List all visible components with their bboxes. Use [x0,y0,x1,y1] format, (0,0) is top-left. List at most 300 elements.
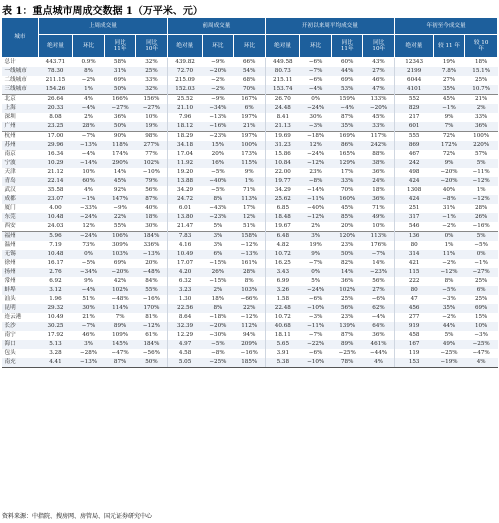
table-cell: 5% [465,159,498,168]
table-cell: −11% [300,195,332,204]
city-name: 福州 [2,232,39,242]
subheader-col-13: 较 10 年 [465,35,498,58]
table-cell: −1% [433,104,465,113]
table-cell: −5% [211,169,225,175]
table-cell: 55% [113,223,127,229]
table-cell: 3.43 [265,268,300,277]
table-cell: 24% [363,177,395,186]
table-cell: 6% [202,250,234,259]
table-cell: 18% [211,296,225,302]
table-cell: 24.72 [168,195,203,204]
table-cell: 16.34 [47,151,64,157]
table-cell: 10.7% [465,85,498,95]
table-cell: 14% [372,260,385,266]
table-cell: 12% [300,141,332,150]
table-cell: 0% [300,95,332,105]
table-cell: 0% [465,250,498,259]
table-cell: 20.33 [38,104,73,113]
table-cell: 3.23 [168,286,203,295]
table-cell: −44% [369,350,388,356]
table-cell: 18.48 [265,213,300,222]
table-cell: −10% [300,304,332,313]
table-cell: 46% [372,77,385,83]
table-cell: 61% [145,332,158,338]
table-cell: −13% [209,114,227,120]
table-cell: 19% [136,122,168,132]
table-cell: −16% [240,350,258,356]
table-cell: 22.14 [38,177,73,186]
table-cell: 32% [136,85,168,95]
table-cell: 10% [82,169,95,175]
table-cell: −6% [308,296,323,302]
table-cell: 18% [372,187,385,193]
table-cell: 5% [311,278,321,284]
table-cell: 38% [363,159,395,168]
table-cell: −16% [202,122,234,132]
table-cell: 28% [474,205,488,211]
table-cell: −56% [142,350,160,356]
table-row [2,268,498,277]
table-cell: −20% [202,67,234,76]
table-cell: 13.80 [168,213,203,222]
table-cell: 220% [465,141,498,150]
table-cell: 85% [331,213,363,222]
table-cell: 40% [145,205,158,211]
table-cell: 290% [104,159,136,168]
table-cell: 21.47 [168,222,203,232]
table-cell: 4.82 [265,241,300,250]
table-cell: −20% [433,177,465,186]
table-cell: 2% [465,104,498,113]
table-cell: −4% [300,85,332,95]
table-cell: −23% [363,268,395,277]
table-cell: 87% [136,195,168,204]
table-cell: 118% [104,141,136,150]
city-name: 总计 [4,59,16,65]
table-cell: 10% [465,322,498,331]
table-cell: 17% [340,169,354,175]
table-cell: 9% [433,159,465,168]
table-cell: −18% [209,314,227,320]
table-cell: 13.88 [168,177,203,186]
table-cell: 3% [202,232,234,242]
table-cell: 4.20 [168,268,203,277]
city-name: 上海 [2,104,39,113]
table-cell: 4101 [395,85,434,95]
table-cell: 20% [211,151,225,157]
table-row [2,132,498,142]
city-name: 深圳 [4,114,16,120]
table-cell: 173% [241,151,258,157]
table-cell: 26.64 [38,95,73,105]
table-cell: 8.64 [168,313,203,322]
table-row [2,340,498,349]
table-cell: 21% [82,314,95,320]
table-cell: 10.72 [265,250,300,259]
table-cell: 12.29 [168,331,203,340]
table-cell: −7% [73,132,105,142]
table-cell: −23% [202,132,234,142]
table-cell: −1% [474,260,488,266]
table-cell: 166% [104,95,136,105]
table-cell: 17.04 [168,150,203,159]
table-cell: 1.58 [265,295,300,304]
subheader-col-5: 环比 [202,35,234,58]
table-cell: 8% [202,195,234,204]
table-cell: −6% [308,77,323,83]
table-cell: 6.85 [265,204,300,213]
table-row [2,195,498,204]
table-cell: 6.32 [168,277,203,286]
city-name: 扬州 [2,268,39,277]
table-cell: 43% [372,59,385,65]
table-cell: 14% [331,268,363,277]
table-cell: 439.82 [168,58,203,68]
table-cell: 80.73 [265,67,300,76]
table-cell: 45% [433,95,465,105]
table-cell: 336% [143,242,160,248]
table-cell: 317 [395,213,434,222]
table-cell: 17.92 [47,332,64,338]
table-cell: −7% [73,322,105,331]
table-cell: 4.97 [168,340,203,349]
table-cell: 87% [104,358,136,368]
table-cell: 36% [363,195,395,204]
table-cell: 35.58 [47,187,64,193]
table-cell: −3% [442,296,456,302]
table-cell: 44% [433,322,465,331]
table-cell: 160% [331,195,363,204]
table-row [2,322,498,331]
table-cell: 0% [73,250,105,259]
table-cell: 18% [136,213,168,222]
table-cell: −25% [202,358,234,368]
table-cell: 23.25 [38,122,73,132]
table-cell: −12% [300,213,332,222]
table-cell: 114% [104,304,136,313]
table-cell: 461% [363,340,395,349]
table-cell: −15% [209,278,227,284]
table-cell: 18% [474,59,488,65]
table-cell: −22% [300,340,332,349]
city-name: 三线城市 [2,85,39,95]
table-cell: −34% [73,268,105,277]
table-cell: −12% [465,177,498,186]
table-cell: 1.96 [49,296,62,302]
table-cell: 78% [331,358,363,368]
table-cell: 277% [136,141,168,150]
table-cell: 56% [145,187,158,193]
table-row [2,358,498,368]
table-cell: 18.11 [265,331,300,340]
table-cell: 72.70 [168,67,203,76]
city-name: 东莞 [2,213,39,222]
table-cell: 7.83 [168,232,203,242]
table-row [2,222,498,232]
table-cell: −13% [73,358,105,368]
city-name: 北京 [2,95,39,105]
table-cell: 4.58 [168,349,203,358]
table-cell: 16.17 [47,260,64,266]
table-cell: 153 [395,358,434,368]
table-cell: 30% [309,114,322,120]
table-cell: −23% [202,213,234,222]
table-row [2,67,498,76]
table-cell: −20% [202,322,234,331]
table-cell: 71% [372,205,385,211]
table-cell: 2% [202,286,234,295]
header-prev-week: 前周成交量 [168,18,266,35]
city-name: 西安 [4,223,16,229]
table-cell: 103% [104,250,136,259]
table-cell: −7% [308,260,323,266]
table-cell: 113% [363,232,395,242]
table-cell: −15% [209,260,227,266]
city-name: 海口 [2,340,39,349]
table-cell: −25% [440,350,458,356]
table-cell: 89% [331,340,363,349]
table-row [2,213,498,222]
table-cell: −6% [371,296,386,302]
table-cell: 15% [474,314,488,320]
table-cell: 90% [104,132,136,142]
table-cell: 89% [104,322,136,331]
city-name: 苏州 [2,141,39,150]
header-weekly-average: 开初以来周平均成交量 [265,18,394,35]
table-cell: 2% [84,114,93,120]
table-cell: 0% [433,232,465,242]
table-cell: −5% [202,340,234,349]
table-cell: 23% [309,169,322,175]
table-row [2,141,498,150]
table-cell: −7% [363,250,395,259]
table-cell: 161% [241,260,258,266]
table-cell: −5% [474,242,488,248]
table-cell: 22.56 [168,304,203,313]
table-cell: −8% [433,195,465,204]
table-cell: −5% [433,286,465,295]
table-cell: 80 [395,286,434,295]
table-cell: 60% [340,59,354,65]
table-cell: 4% [84,187,93,193]
table-cell: 1% [476,187,486,193]
table-cell: 31% [442,205,456,211]
table-cell: 80 [395,241,434,250]
table-row [2,150,498,159]
table-cell: 35% [433,304,465,313]
table-cell: 8.41 [265,113,300,122]
table-cell: 222 [395,277,434,286]
city-name: 温州 [4,242,16,248]
table-cell: 19.67 [265,222,300,232]
table-cell: 3.91 [265,349,300,358]
table-row [2,277,498,286]
table-cell: 40% [442,187,456,193]
table-cell: 21.13 [265,122,300,132]
table-cell: −12% [136,322,168,331]
table-cell: 47 [395,295,434,304]
table-cell: −3% [308,314,323,320]
table-cell: 829 [395,104,434,113]
table-row [2,177,498,186]
table-cell: 6.99 [265,277,300,286]
table-cell: −14% [73,159,105,168]
table-cell: −7% [300,67,332,76]
table-cell: 242% [363,141,395,150]
table-cell: −25% [338,350,356,356]
table-cell: 54% [234,67,266,76]
table-cell: −25% [465,340,498,349]
subheader-col-10: 同比 10年 [363,35,395,58]
table-cell: 8% [244,278,254,284]
table-row [2,331,498,340]
subheader-col-4: 绝对量 [168,35,203,58]
table-cell: 9% [84,278,93,284]
table-cell: 49% [363,213,395,222]
table-cell: 70% [340,187,354,193]
city-name: 徐州 [4,260,16,266]
table-cell: 11.92 [168,159,203,168]
table-cell: 17.00 [38,132,73,142]
table-cell: 169% [331,132,363,142]
table-cell: 36% [340,278,354,284]
table-cell: −16% [142,296,160,302]
table-cell: 46% [82,332,95,338]
table-cell: 25.52 [168,95,203,105]
table-cell: −13% [136,250,168,259]
table-cell: 30% [73,304,105,313]
table-cell: 33% [331,177,363,186]
table-cell: 29.32 [38,304,73,313]
table-cell: 0.9% [81,59,96,65]
table-cell: 4% [363,358,395,368]
subheader-col-9: 同比 11年 [331,35,363,58]
table-cell: −9% [113,205,127,211]
table-cell: 10.84 [265,159,300,168]
table-row [2,313,498,322]
table-row [2,58,498,68]
table-cell: 217 [395,113,434,122]
table-cell: 19.69 [265,132,300,142]
city-transaction-table [1,17,498,368]
table-cell: −20% [440,169,458,175]
table-cell: 16.25 [265,259,300,268]
subheader-col-2: 同比 11年 [104,35,136,58]
table-cell: −12% [465,195,498,204]
table-cell: 51% [82,296,95,302]
table-cell: −1% [433,213,465,222]
table-cell: 50% [331,250,363,259]
table-cell: 555 [395,132,434,142]
table-cell: 25.62 [265,195,300,204]
city-name: 天津 [4,169,16,175]
table-cell: 115% [234,159,266,168]
table-cell: −8% [300,177,332,186]
table-row [2,104,498,113]
table-cell: 10.48 [38,213,73,222]
table-cell: 25% [136,67,168,76]
table-cell: 86% [331,141,363,150]
table-cell: 92% [113,187,127,193]
table-cell: 3.26 [265,286,300,295]
table-cell: 174% [112,151,129,157]
table-cell: 66% [242,59,256,65]
table-cell: 32% [145,59,158,65]
table-cell: 145% [104,340,136,349]
table-row [2,295,498,304]
table-row [2,85,498,95]
table-cell: 84% [145,278,158,284]
table-cell: 3% [73,340,105,349]
table-cell: 10% [372,223,385,229]
table-row [2,232,498,242]
table-cell: 31.23 [265,141,300,150]
table-cell: 27% [363,286,395,295]
table-cell: −5% [81,260,96,266]
table-cell: −4% [371,314,386,320]
header-last-week: 上周成交量 [38,18,167,35]
table-cell: 60% [73,177,105,186]
table-row [2,186,498,195]
table-cell: 15.1% [465,67,498,76]
subheader-col-3: 同比 10年 [136,35,168,58]
table-cell: 100% [465,132,498,142]
table-cell: −43% [209,205,227,211]
table-cell: 27% [442,77,456,83]
table-cell: 154.26 [38,85,73,95]
city-name: 厦门 [4,205,16,211]
table-cell: 87% [340,332,354,338]
table-cell: 115 [395,268,434,277]
table-cell: 3% [213,242,223,248]
table-cell: 1% [234,177,266,186]
table-cell: 69% [113,260,127,266]
table-cell: −40% [202,177,234,186]
table-cell: −1% [73,195,105,204]
table-cell: 56% [331,304,363,313]
table-cell: 72% [433,132,465,142]
table-cell: −2% [211,77,225,83]
table-cell: 45% [340,205,354,211]
table-cell: 1% [444,242,454,248]
subheader-col-8: 环比 [300,35,332,58]
table-cell: −33% [79,205,98,211]
table-cell: 103% [234,286,266,295]
table-cell: 139% [331,322,363,331]
table-cell: 1% [73,85,105,95]
table-cell: 35% [433,85,465,95]
table-cell: 36% [372,169,385,175]
table-cell: 45% [372,114,385,120]
table-cell: 69% [465,304,498,313]
table-cell: −10% [300,358,332,368]
table-cell: 47% [363,85,395,95]
subheader-col-12: 较 11 年 [433,35,465,58]
table-cell: 9% [300,250,332,259]
table-cell: −12% [433,268,465,277]
table-cell: 15% [202,141,234,150]
table-cell: −34% [202,104,234,113]
subheader-col-6: 环比 [234,35,266,58]
table-cell: 32.39 [168,322,203,331]
table-cell: 28% [73,122,105,132]
table-row [2,76,498,85]
table-cell: 56% [372,278,385,284]
table-cell: 211.15 [45,77,66,83]
table-cell: 170% [136,304,168,313]
table-cell: 20% [340,223,354,229]
table-cell: 5.96 [38,232,73,242]
